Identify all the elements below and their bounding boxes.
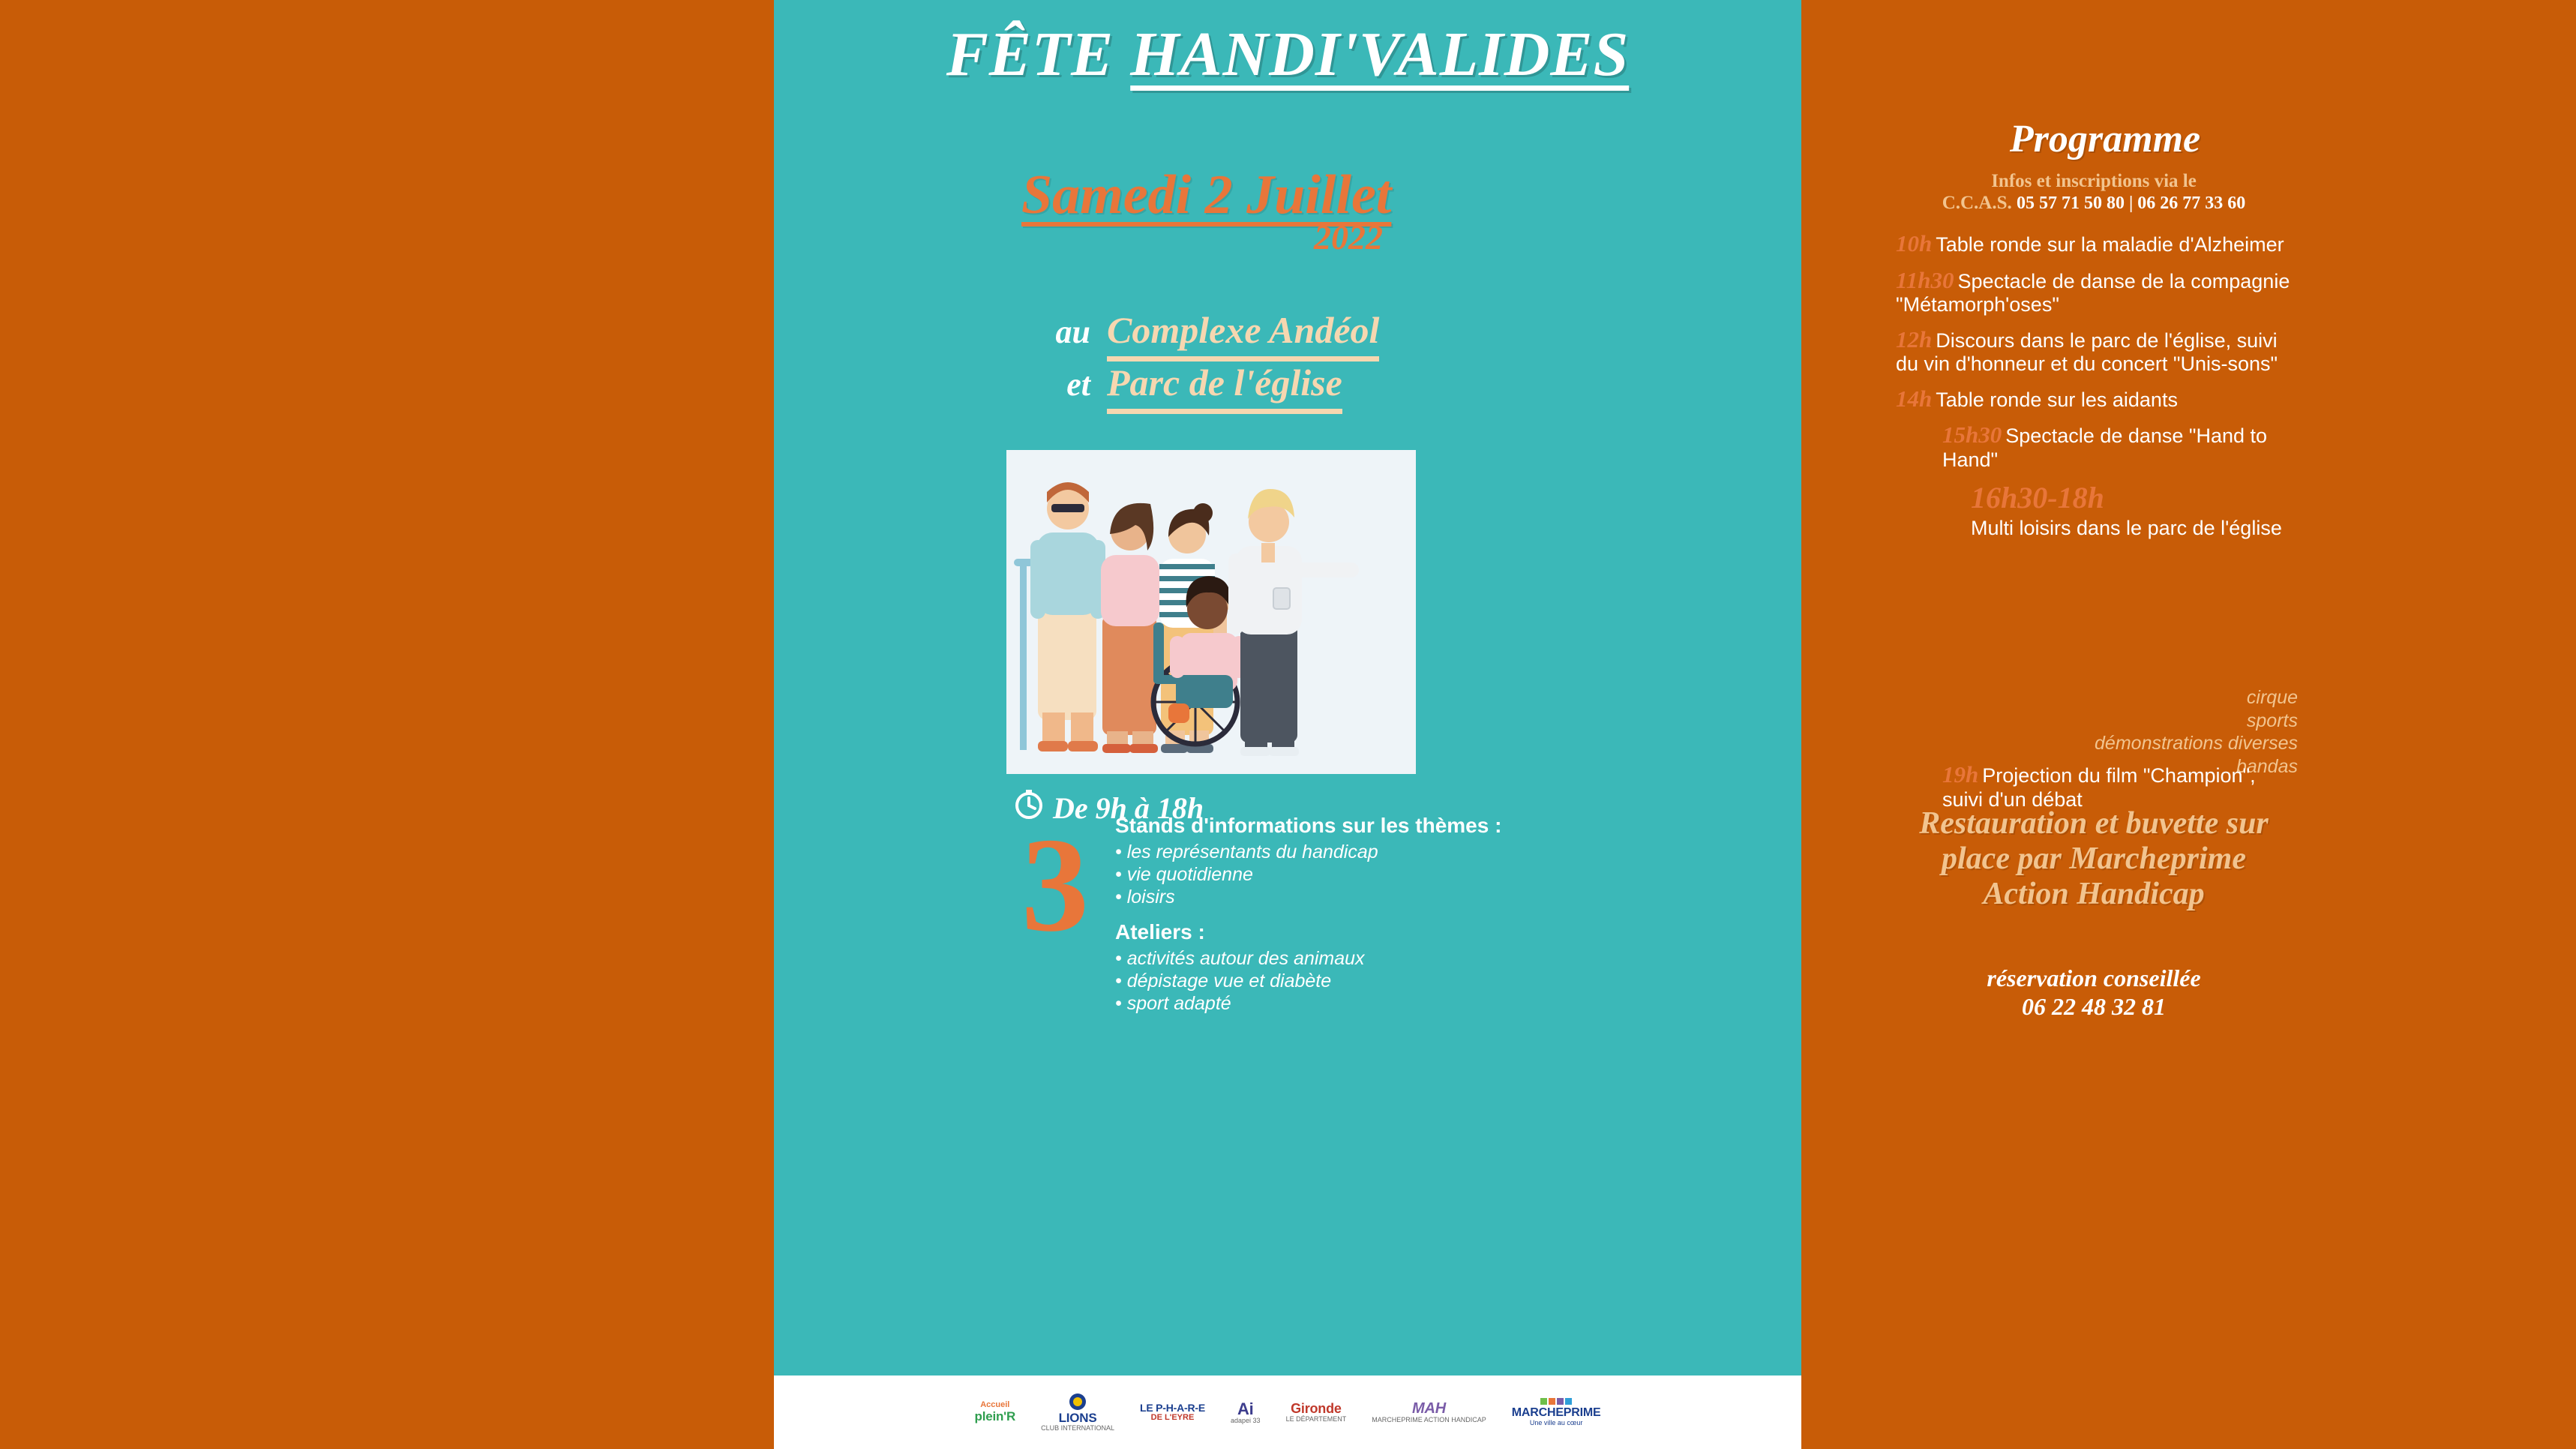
stands-block: [1115, 814, 1535, 1027]
logo-main: MAH: [1412, 1400, 1446, 1417]
programme-item: [1896, 762, 2298, 811]
reservation-phone: 06 22 48 32 81: [2022, 993, 2166, 1021]
programme-item-text: Table ronde sur la maladie d'Alzheimer: [1936, 233, 2284, 256]
programme-item-hour: 15h30: [1942, 422, 2002, 448]
stands-list: [1115, 841, 1535, 908]
color-swatches-icon: [1540, 1398, 1572, 1405]
programme-item-text: Multi loisirs dans le parc de l'église: [1971, 517, 2282, 540]
ccas-label: C.C.A.S.: [1942, 192, 2012, 213]
illustration-people: [1006, 450, 1416, 774]
venue-prefix-1: au: [1055, 314, 1090, 350]
stands-item: • loisirs: [1115, 886, 1175, 908]
venue-prefix-2: et: [1066, 366, 1090, 403]
programme-item-hour: 19h: [1942, 761, 1979, 788]
reservation-block: [1899, 964, 2289, 1022]
logo-mah: [1372, 1401, 1486, 1424]
logo-sub: Une ville au cœur: [1529, 1418, 1583, 1426]
opening-hours-label: De 9h à 18h: [1053, 790, 1204, 825]
logo-sub: DE L'EYRE: [1150, 1412, 1195, 1422]
logo-top: Accueil: [980, 1400, 1010, 1410]
programme-item-text: Projection du film "Champion", suivi d'un débat: [1942, 764, 2256, 811]
event-date: Samedi 2 Juillet: [1021, 164, 1392, 226]
programme-item-hour: 10h: [1896, 230, 1933, 256]
logo-main: LIONS: [1058, 1411, 1097, 1426]
logo-main: Ai: [1237, 1399, 1254, 1418]
footer-logos: [774, 1376, 1801, 1449]
logo-sub: LE DÉPARTEMENT: [1285, 1414, 1347, 1423]
programme-item: [1896, 327, 2298, 376]
programme-item-hour: 16h30-18h: [1971, 481, 2104, 515]
ateliers-item: • activités autour des animaux: [1115, 948, 1365, 969]
ateliers-list: [1115, 947, 1535, 1015]
logo-gironde: [1286, 1402, 1347, 1423]
ccas-phone: 05 57 71 50 80 | 06 26 77 33 60: [2017, 193, 2246, 213]
poster-canvas: [774, 0, 2298, 1449]
ateliers-item: • sport adapté: [1115, 993, 1231, 1014]
programme-heading: Programme: [2009, 118, 2201, 160]
activity-item: démonstrations diverses: [2095, 733, 2298, 754]
infos-line-2: [1899, 193, 2289, 214]
programme-item: [1896, 482, 2298, 539]
programme-item-text: Table ronde sur les aidants: [1936, 388, 2178, 411]
event-year: 2022: [1314, 218, 1383, 256]
restauration-text: Restauration et buvette sur place par Marcheprime Action Handicap: [1919, 806, 2269, 912]
activity-item: sports: [2246, 710, 2298, 731]
ateliers-heading: Ateliers :: [1115, 920, 1205, 944]
title-part1: FÊTE: [946, 20, 1131, 89]
infos-line-1: Infos et inscriptions via le: [1991, 171, 2197, 191]
page-title: [774, 18, 1801, 91]
title-part2: HANDI'VALIDES: [1130, 20, 1630, 89]
programme-item-hour: 11h30: [1896, 266, 1954, 293]
stands-item: • les représentants du handicap: [1115, 842, 1378, 862]
stands-item: • vie quotidienne: [1115, 864, 1253, 885]
logo-sub: MARCHEPRIME ACTION HANDICAP: [1372, 1415, 1486, 1424]
logo-marcheprime: [1512, 1398, 1601, 1426]
ateliers-item: • dépistage vue et diabète: [1115, 970, 1332, 992]
programme-item-hour: 14h: [1896, 385, 1933, 412]
logo-main: MARCHEPRIME: [1511, 1406, 1601, 1419]
programme-item: [1896, 268, 2298, 316]
logo-le-phare-de-leyre: [1140, 1402, 1205, 1422]
lion-icon: [1068, 1392, 1087, 1412]
logo-accueil-pleinr: [975, 1401, 1016, 1423]
logo-sub: adapei 33: [1231, 1416, 1261, 1424]
programme-item: [1896, 422, 2298, 471]
logo-main: Gironde: [1291, 1400, 1342, 1416]
programme-item-text: Discours dans le parc de l'église, suivi du vin d'honneur et du concert "Unis-sons": [1896, 328, 2278, 376]
big-number-three: 3: [1021, 810, 1089, 959]
venue-name-1: Complexe Andéol: [1107, 311, 1379, 362]
logo-main: LE P-H-A-R-E: [1139, 1401, 1206, 1414]
venue-name-2: Parc de l'église: [1107, 364, 1342, 414]
venue-row-2: [1021, 364, 1546, 414]
activity-item: bandas: [2236, 755, 2298, 777]
activity-item: cirque: [2246, 687, 2298, 708]
programme-item: [1896, 231, 2298, 257]
logo-main: plein'R: [974, 1408, 1016, 1424]
programme-infos: [1899, 171, 2289, 214]
programme-item-text: Spectacle de danse "Hand to Hand": [1942, 424, 2268, 472]
logo-sub: CLUB INTERNATIONAL: [1041, 1424, 1114, 1432]
venue-row-1: [1021, 311, 1546, 362]
logo-adapei-33: [1231, 1400, 1261, 1425]
programme-item: [1896, 386, 2298, 412]
reservation-label: réservation conseillée: [1987, 964, 2201, 992]
programme-item-hour: 12h: [1896, 326, 1933, 352]
programme-list: [1896, 231, 2298, 550]
logo-lions-club: [1041, 1392, 1114, 1432]
stands-heading: Stands d'informations sur les thèmes :: [1115, 814, 1502, 837]
programme-item-text: Spectacle de danse de la compagnie "Métamorph'oses": [1896, 269, 2290, 316]
